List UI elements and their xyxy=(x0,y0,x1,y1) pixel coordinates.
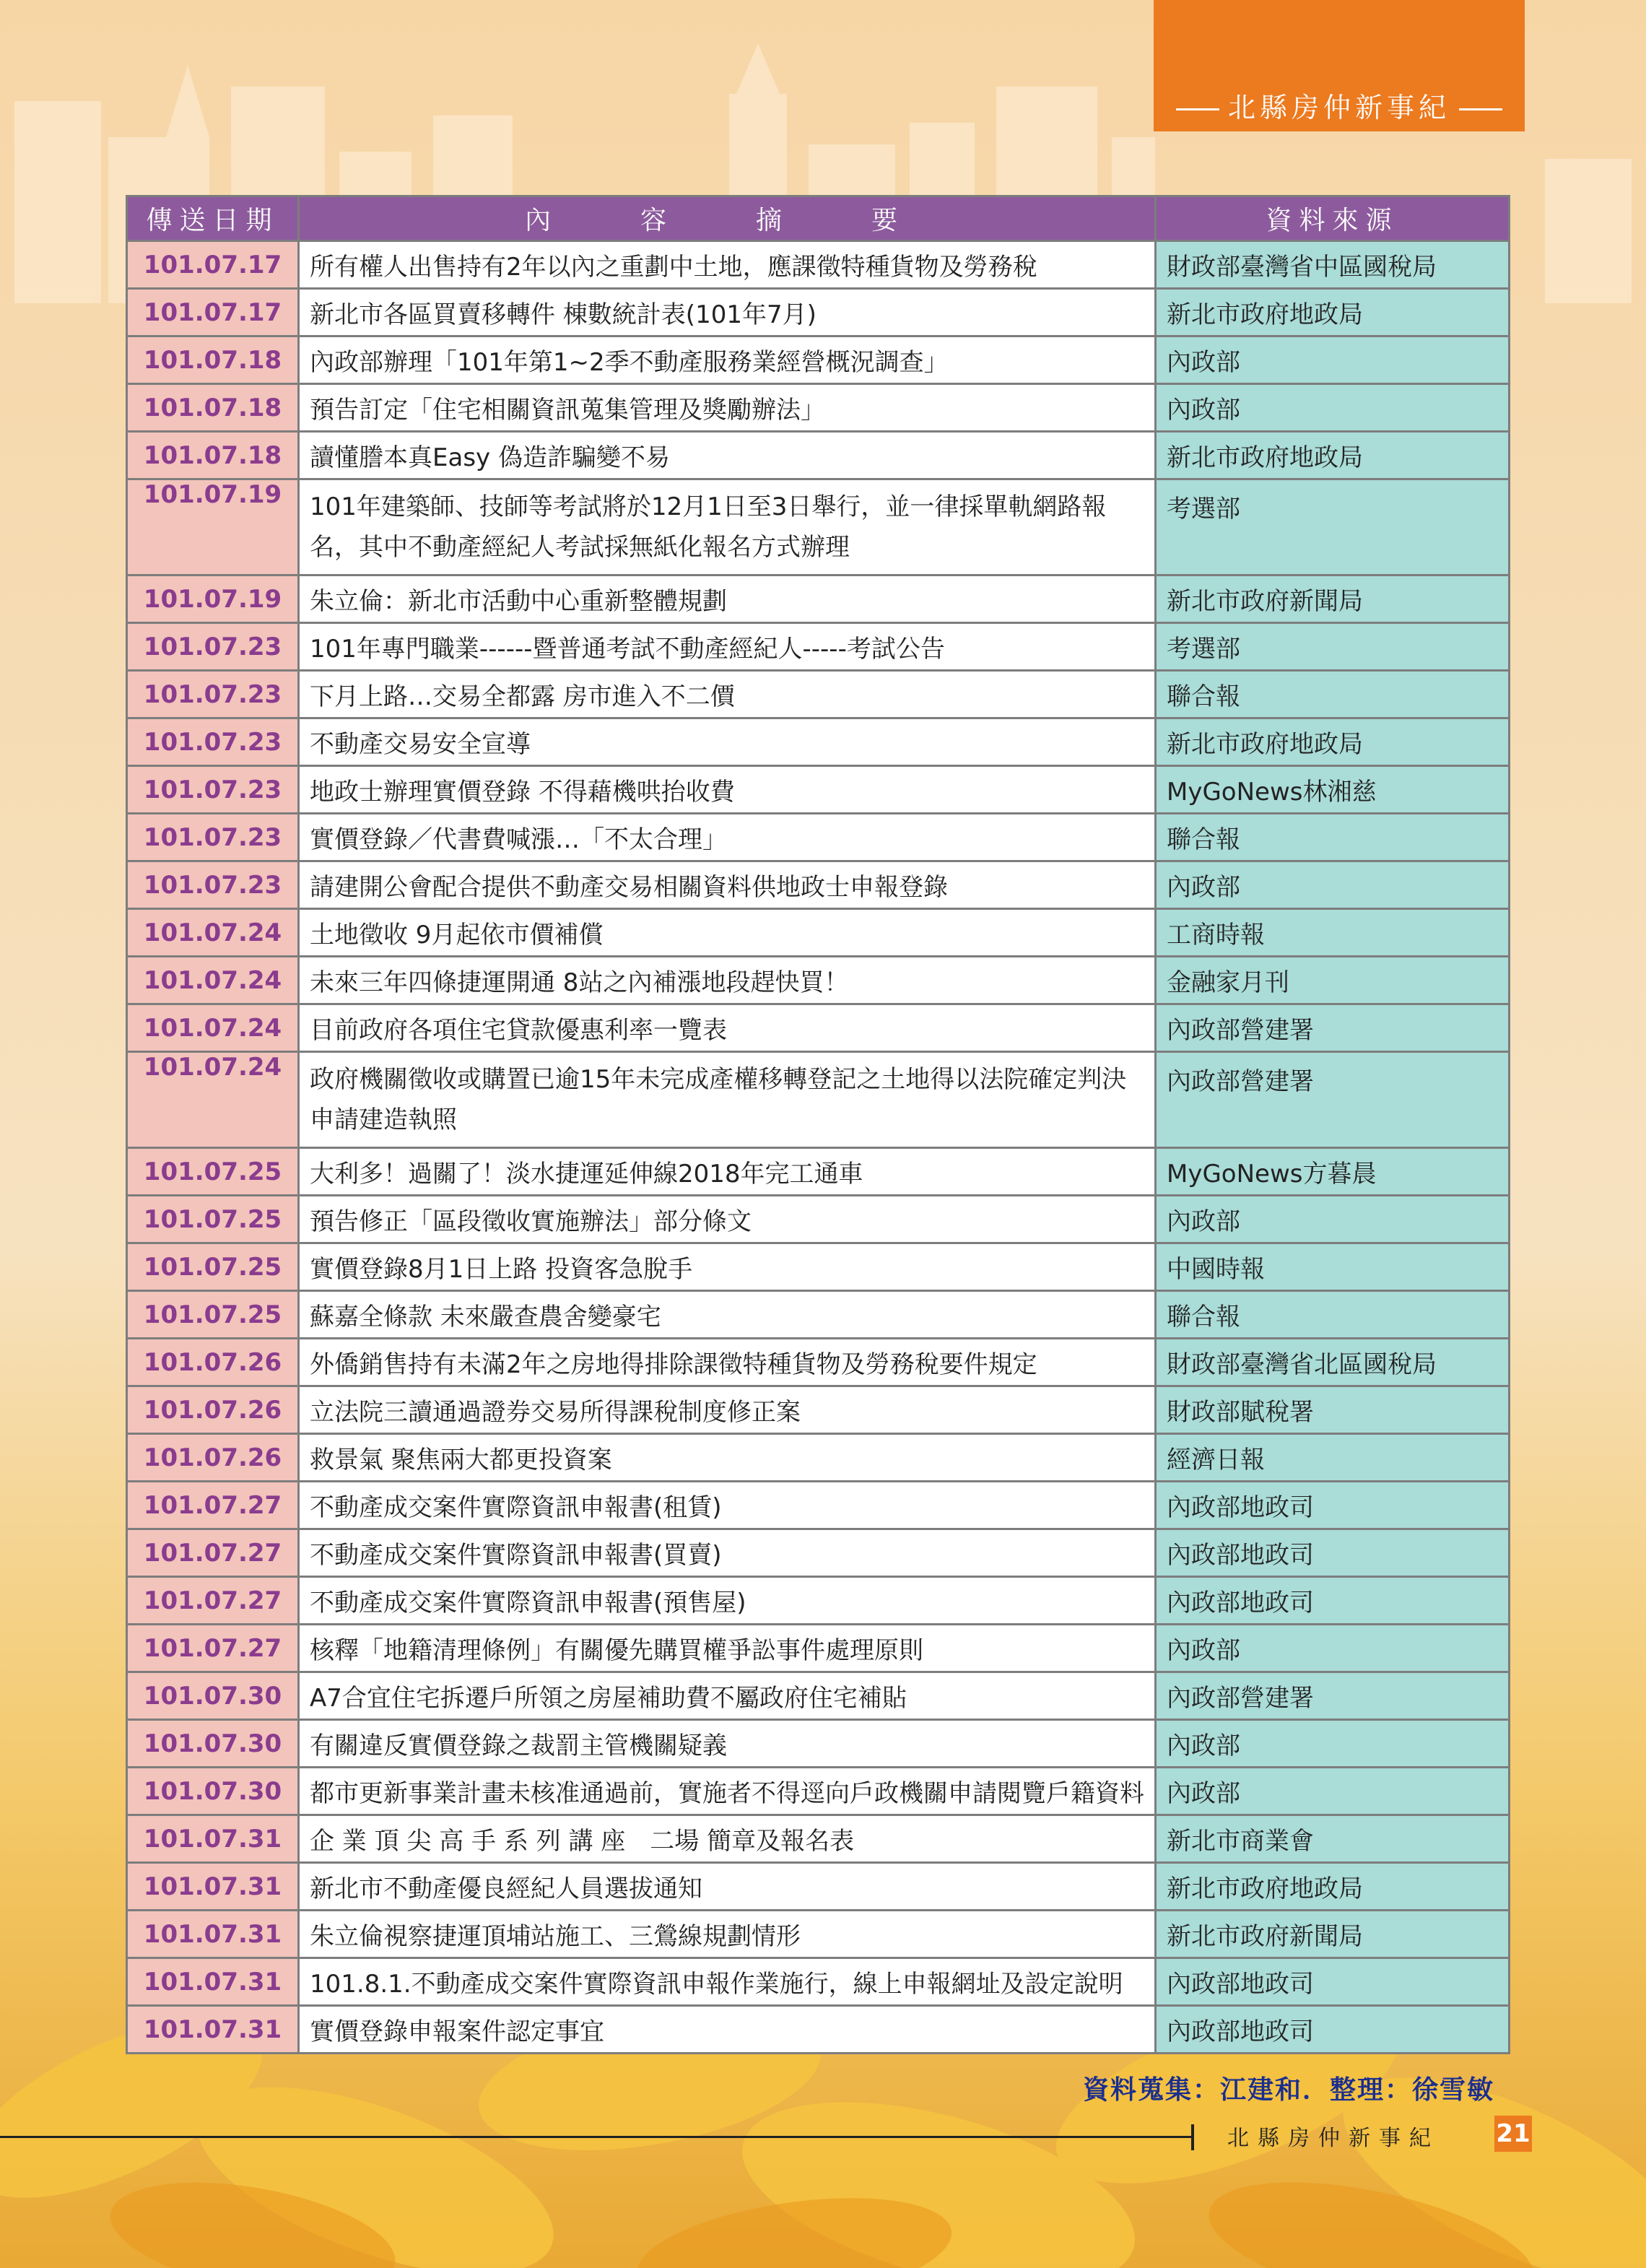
row-source: MyGoNews方暮晨 xyxy=(1156,1148,1510,1196)
row-source: 內政部地政司 xyxy=(1156,1529,1510,1577)
table-row xyxy=(127,623,1510,671)
row-source: 內政部 xyxy=(1156,1625,1510,1672)
row-source: 內政部營建署 xyxy=(1156,1052,1510,1148)
row-date: 101.07.26 xyxy=(127,1339,299,1386)
row-content: A7合宜住宅拆遷戶所領之房屋補助費不屬政府住宅補貼 xyxy=(299,1672,1156,1720)
row-content: 有關違反實價登錄之裁罰主管機關疑義 xyxy=(299,1720,1156,1768)
row-source: 新北市政府地政局 xyxy=(1156,432,1510,479)
row-content: 核釋「地籍清理條例」有關優先購買權爭訟事件處理原則 xyxy=(299,1625,1156,1672)
table-row xyxy=(127,241,1510,289)
table-row xyxy=(127,1958,1510,2006)
table-row xyxy=(127,1434,1510,1482)
row-source: 金融家月刊 xyxy=(1156,957,1510,1004)
row-content: 未來三年四條捷運開通 8站之內補漲地段趕快買！ xyxy=(299,957,1156,1004)
row-date: 101.07.27 xyxy=(127,1529,299,1577)
row-source: 聯合報 xyxy=(1156,1291,1510,1339)
row-content: 新北市各區買賣移轉件 棟數統計表(101年7月) xyxy=(299,289,1156,336)
table-row xyxy=(127,671,1510,718)
row-source: 工商時報 xyxy=(1156,909,1510,957)
row-date: 101.07.23 xyxy=(127,766,299,814)
row-source: 經濟日報 xyxy=(1156,1434,1510,1482)
footer-rule xyxy=(0,2136,1191,2138)
row-date: 101.07.23 xyxy=(127,718,299,766)
row-content: 預告訂定「住宅相關資訊蒐集管理及獎勵辦法」 xyxy=(299,384,1156,432)
table-row xyxy=(127,1768,1510,1815)
row-source: 內政部地政司 xyxy=(1156,1482,1510,1529)
row-date: 101.07.23 xyxy=(127,623,299,671)
table-row xyxy=(127,1196,1510,1243)
row-content: 讀懂謄本真Easy 偽造詐騙變不易 xyxy=(299,432,1156,479)
row-source: 內政部地政司 xyxy=(1156,2006,1510,2054)
table-row xyxy=(127,1148,1510,1196)
table-row xyxy=(127,1911,1510,1958)
table-row xyxy=(127,1672,1510,1720)
row-date: 101.07.24 xyxy=(127,957,299,1004)
table-row xyxy=(127,1482,1510,1529)
row-date: 101.07.17 xyxy=(127,289,299,336)
table-row xyxy=(127,718,1510,766)
page-number: 21 xyxy=(1494,2116,1532,2152)
table-row xyxy=(127,1386,1510,1434)
row-date: 101.07.23 xyxy=(127,671,299,718)
table-row xyxy=(127,479,1510,575)
table-header-row xyxy=(127,196,1510,241)
row-date: 101.07.19 xyxy=(127,575,299,623)
table-row xyxy=(127,1052,1510,1148)
row-date: 101.07.31 xyxy=(127,2006,299,2054)
row-source: 考選部 xyxy=(1156,479,1510,575)
row-source: 內政部營建署 xyxy=(1156,1672,1510,1720)
row-source: 內政部地政司 xyxy=(1156,1958,1510,2006)
table-row xyxy=(127,1863,1510,1911)
row-content: 實價登錄8月1日上路 投資客急脫手 xyxy=(299,1243,1156,1291)
row-content: 蘇嘉全條款 未來嚴查農舍變豪宅 xyxy=(299,1291,1156,1339)
table-row xyxy=(127,861,1510,909)
row-content: 下月上路…交易全都露 房市進入不二價 xyxy=(299,671,1156,718)
row-date: 101.07.30 xyxy=(127,1672,299,1720)
row-content: 預告修正「區段徵收實施辦法」部分條文 xyxy=(299,1196,1156,1243)
table-row xyxy=(127,1529,1510,1577)
row-date: 101.07.18 xyxy=(127,336,299,384)
row-source: 新北市商業會 xyxy=(1156,1815,1510,1863)
row-date: 101.07.17 xyxy=(127,241,299,289)
row-date: 101.07.26 xyxy=(127,1434,299,1482)
row-date: 101.07.30 xyxy=(127,1768,299,1815)
footer-title: 北縣房仲新事紀 xyxy=(1227,2126,1440,2151)
row-source: 新北市政府地政局 xyxy=(1156,1863,1510,1911)
row-source: 聯合報 xyxy=(1156,671,1510,718)
row-date: 101.07.18 xyxy=(127,432,299,479)
table-row xyxy=(127,432,1510,479)
table-row xyxy=(127,1243,1510,1291)
row-content: 企 業 頂 尖 高 手 系 列 講 座 二場 簡章及報名表 xyxy=(299,1815,1156,1863)
header-banner xyxy=(1154,0,1525,131)
table-row xyxy=(127,336,1510,384)
row-date: 101.07.23 xyxy=(127,814,299,861)
row-content: 請建開公會配合提供不動產交易相關資料供地政士申報登錄 xyxy=(299,861,1156,909)
row-source: 內政部 xyxy=(1156,1196,1510,1243)
table-row xyxy=(127,1815,1510,1863)
table-row xyxy=(127,2006,1510,2054)
row-content: 不動產成交案件實際資訊申報書(租賃) xyxy=(299,1482,1156,1529)
row-date: 101.07.25 xyxy=(127,1291,299,1339)
row-date: 101.07.19 xyxy=(127,479,299,575)
table-row xyxy=(127,957,1510,1004)
row-content: 立法院三讀通過證券交易所得課稅制度修正案 xyxy=(299,1386,1156,1434)
credit-line: 資料蒐集：江建和．整理：徐雪敏 xyxy=(1082,2075,1494,2105)
row-date: 101.07.24 xyxy=(127,1004,299,1052)
row-content: 政府機關徵收或購置已逾15年未完成產權移轉登記之土地得以法院確定判決申請建造執照 xyxy=(299,1052,1156,1148)
row-content: 朱立倫：新北市活動中心重新整體規劃 xyxy=(299,575,1156,623)
table-row xyxy=(127,1004,1510,1052)
row-date: 101.07.27 xyxy=(127,1577,299,1625)
row-source: 財政部臺灣省北區國稅局 xyxy=(1156,1339,1510,1386)
row-content: 都市更新事業計畫未核准通過前，實施者不得逕向戶政機關申請閱覽戶籍資料 xyxy=(299,1768,1156,1815)
row-content: 救景氣 聚焦兩大都更投資案 xyxy=(299,1434,1156,1482)
table-row xyxy=(127,1720,1510,1768)
row-date: 101.07.27 xyxy=(127,1625,299,1672)
row-source: 聯合報 xyxy=(1156,814,1510,861)
row-date: 101.07.25 xyxy=(127,1243,299,1291)
row-content: 外僑銷售持有未滿2年之房地得排除課徵特種貨物及勞務稅要件規定 xyxy=(299,1339,1156,1386)
table-row xyxy=(127,1291,1510,1339)
row-source: 考選部 xyxy=(1156,623,1510,671)
row-date: 101.07.31 xyxy=(127,1958,299,2006)
row-content: 朱立倫視察捷運頂埔站施工、三鶯線規劃情形 xyxy=(299,1911,1156,1958)
row-content: 新北市不動產優良經紀人員選拔通知 xyxy=(299,1863,1156,1911)
table-row xyxy=(127,766,1510,814)
row-date: 101.07.24 xyxy=(127,1052,299,1148)
row-date: 101.07.25 xyxy=(127,1196,299,1243)
row-source: 內政部 xyxy=(1156,861,1510,909)
table-row xyxy=(127,1625,1510,1672)
row-source: 內政部地政司 xyxy=(1156,1577,1510,1625)
row-date: 101.07.18 xyxy=(127,384,299,432)
table-row xyxy=(127,814,1510,861)
row-date: 101.07.26 xyxy=(127,1386,299,1434)
row-source: 內政部 xyxy=(1156,1768,1510,1815)
header-content: 內 容 摘 要 xyxy=(299,196,1156,241)
row-content: 實價登錄／代書費喊漲…「不太合理」 xyxy=(299,814,1156,861)
row-content: 101.8.1.不動產成交案件實際資訊申報作業施行，線上申報網址及設定說明 xyxy=(299,1958,1156,2006)
row-content: 內政部辦理「101年第1~2季不動產服務業經營概況調查」 xyxy=(299,336,1156,384)
row-content: 不動產成交案件實際資訊申報書(預售屋) xyxy=(299,1577,1156,1625)
row-date: 101.07.25 xyxy=(127,1148,299,1196)
row-source: MyGoNews林湘慈 xyxy=(1156,766,1510,814)
row-date: 101.07.31 xyxy=(127,1863,299,1911)
row-date: 101.07.27 xyxy=(127,1482,299,1529)
row-source: 財政部賦稅署 xyxy=(1156,1386,1510,1434)
news-table xyxy=(126,195,1510,2054)
row-date: 101.07.24 xyxy=(127,909,299,957)
table-row xyxy=(127,289,1510,336)
row-source: 新北市政府地政局 xyxy=(1156,718,1510,766)
row-content: 大利多！過關了！淡水捷運延伸線2018年完工通車 xyxy=(299,1148,1156,1196)
footer-divider xyxy=(1191,2124,1194,2150)
row-content: 目前政府各項住宅貸款優惠利率一覽表 xyxy=(299,1004,1156,1052)
row-date: 101.07.30 xyxy=(127,1720,299,1768)
header-source: 資料來源 xyxy=(1156,196,1510,241)
table-row xyxy=(127,1577,1510,1625)
row-content: 實價登錄申報案件認定事宜 xyxy=(299,2006,1156,2054)
row-date: 101.07.23 xyxy=(127,861,299,909)
row-content: 所有權人出售持有2年以內之重劃中土地，應課徵特種貨物及勞務稅 xyxy=(299,241,1156,289)
row-source: 新北市政府新聞局 xyxy=(1156,1911,1510,1958)
table-row xyxy=(127,909,1510,957)
row-source: 內政部 xyxy=(1156,384,1510,432)
row-content: 101年專門職業------暨普通考試不動產經紀人-----考試公告 xyxy=(299,623,1156,671)
row-date: 101.07.31 xyxy=(127,1911,299,1958)
row-source: 內政部 xyxy=(1156,1720,1510,1768)
row-source: 財政部臺灣省中區國稅局 xyxy=(1156,241,1510,289)
row-source: 新北市政府地政局 xyxy=(1156,289,1510,336)
table-row xyxy=(127,1339,1510,1386)
row-source: 新北市政府新聞局 xyxy=(1156,575,1510,623)
row-content: 101年建築師、技師等考試將於12月1日至3日舉行，並一律採單軌網路報名，其中不動產經紀人考試採無紙化報名方式辦理 xyxy=(299,479,1156,575)
row-content: 土地徵收 9月起依市價補償 xyxy=(299,909,1156,957)
row-content: 地政士辦理實價登錄 不得藉機哄抬收費 xyxy=(299,766,1156,814)
table-row xyxy=(127,575,1510,623)
row-source: 中國時報 xyxy=(1156,1243,1510,1291)
row-content: 不動產成交案件實際資訊申報書(買賣) xyxy=(299,1529,1156,1577)
header-title: 北縣房仲新事紀 xyxy=(1154,85,1525,125)
table-row xyxy=(127,384,1510,432)
row-source: 內政部營建署 xyxy=(1156,1004,1510,1052)
row-date: 101.07.31 xyxy=(127,1815,299,1863)
row-content: 不動產交易安全宣導 xyxy=(299,718,1156,766)
row-source: 內政部 xyxy=(1156,336,1510,384)
header-date: 傳送日期 xyxy=(127,196,299,241)
